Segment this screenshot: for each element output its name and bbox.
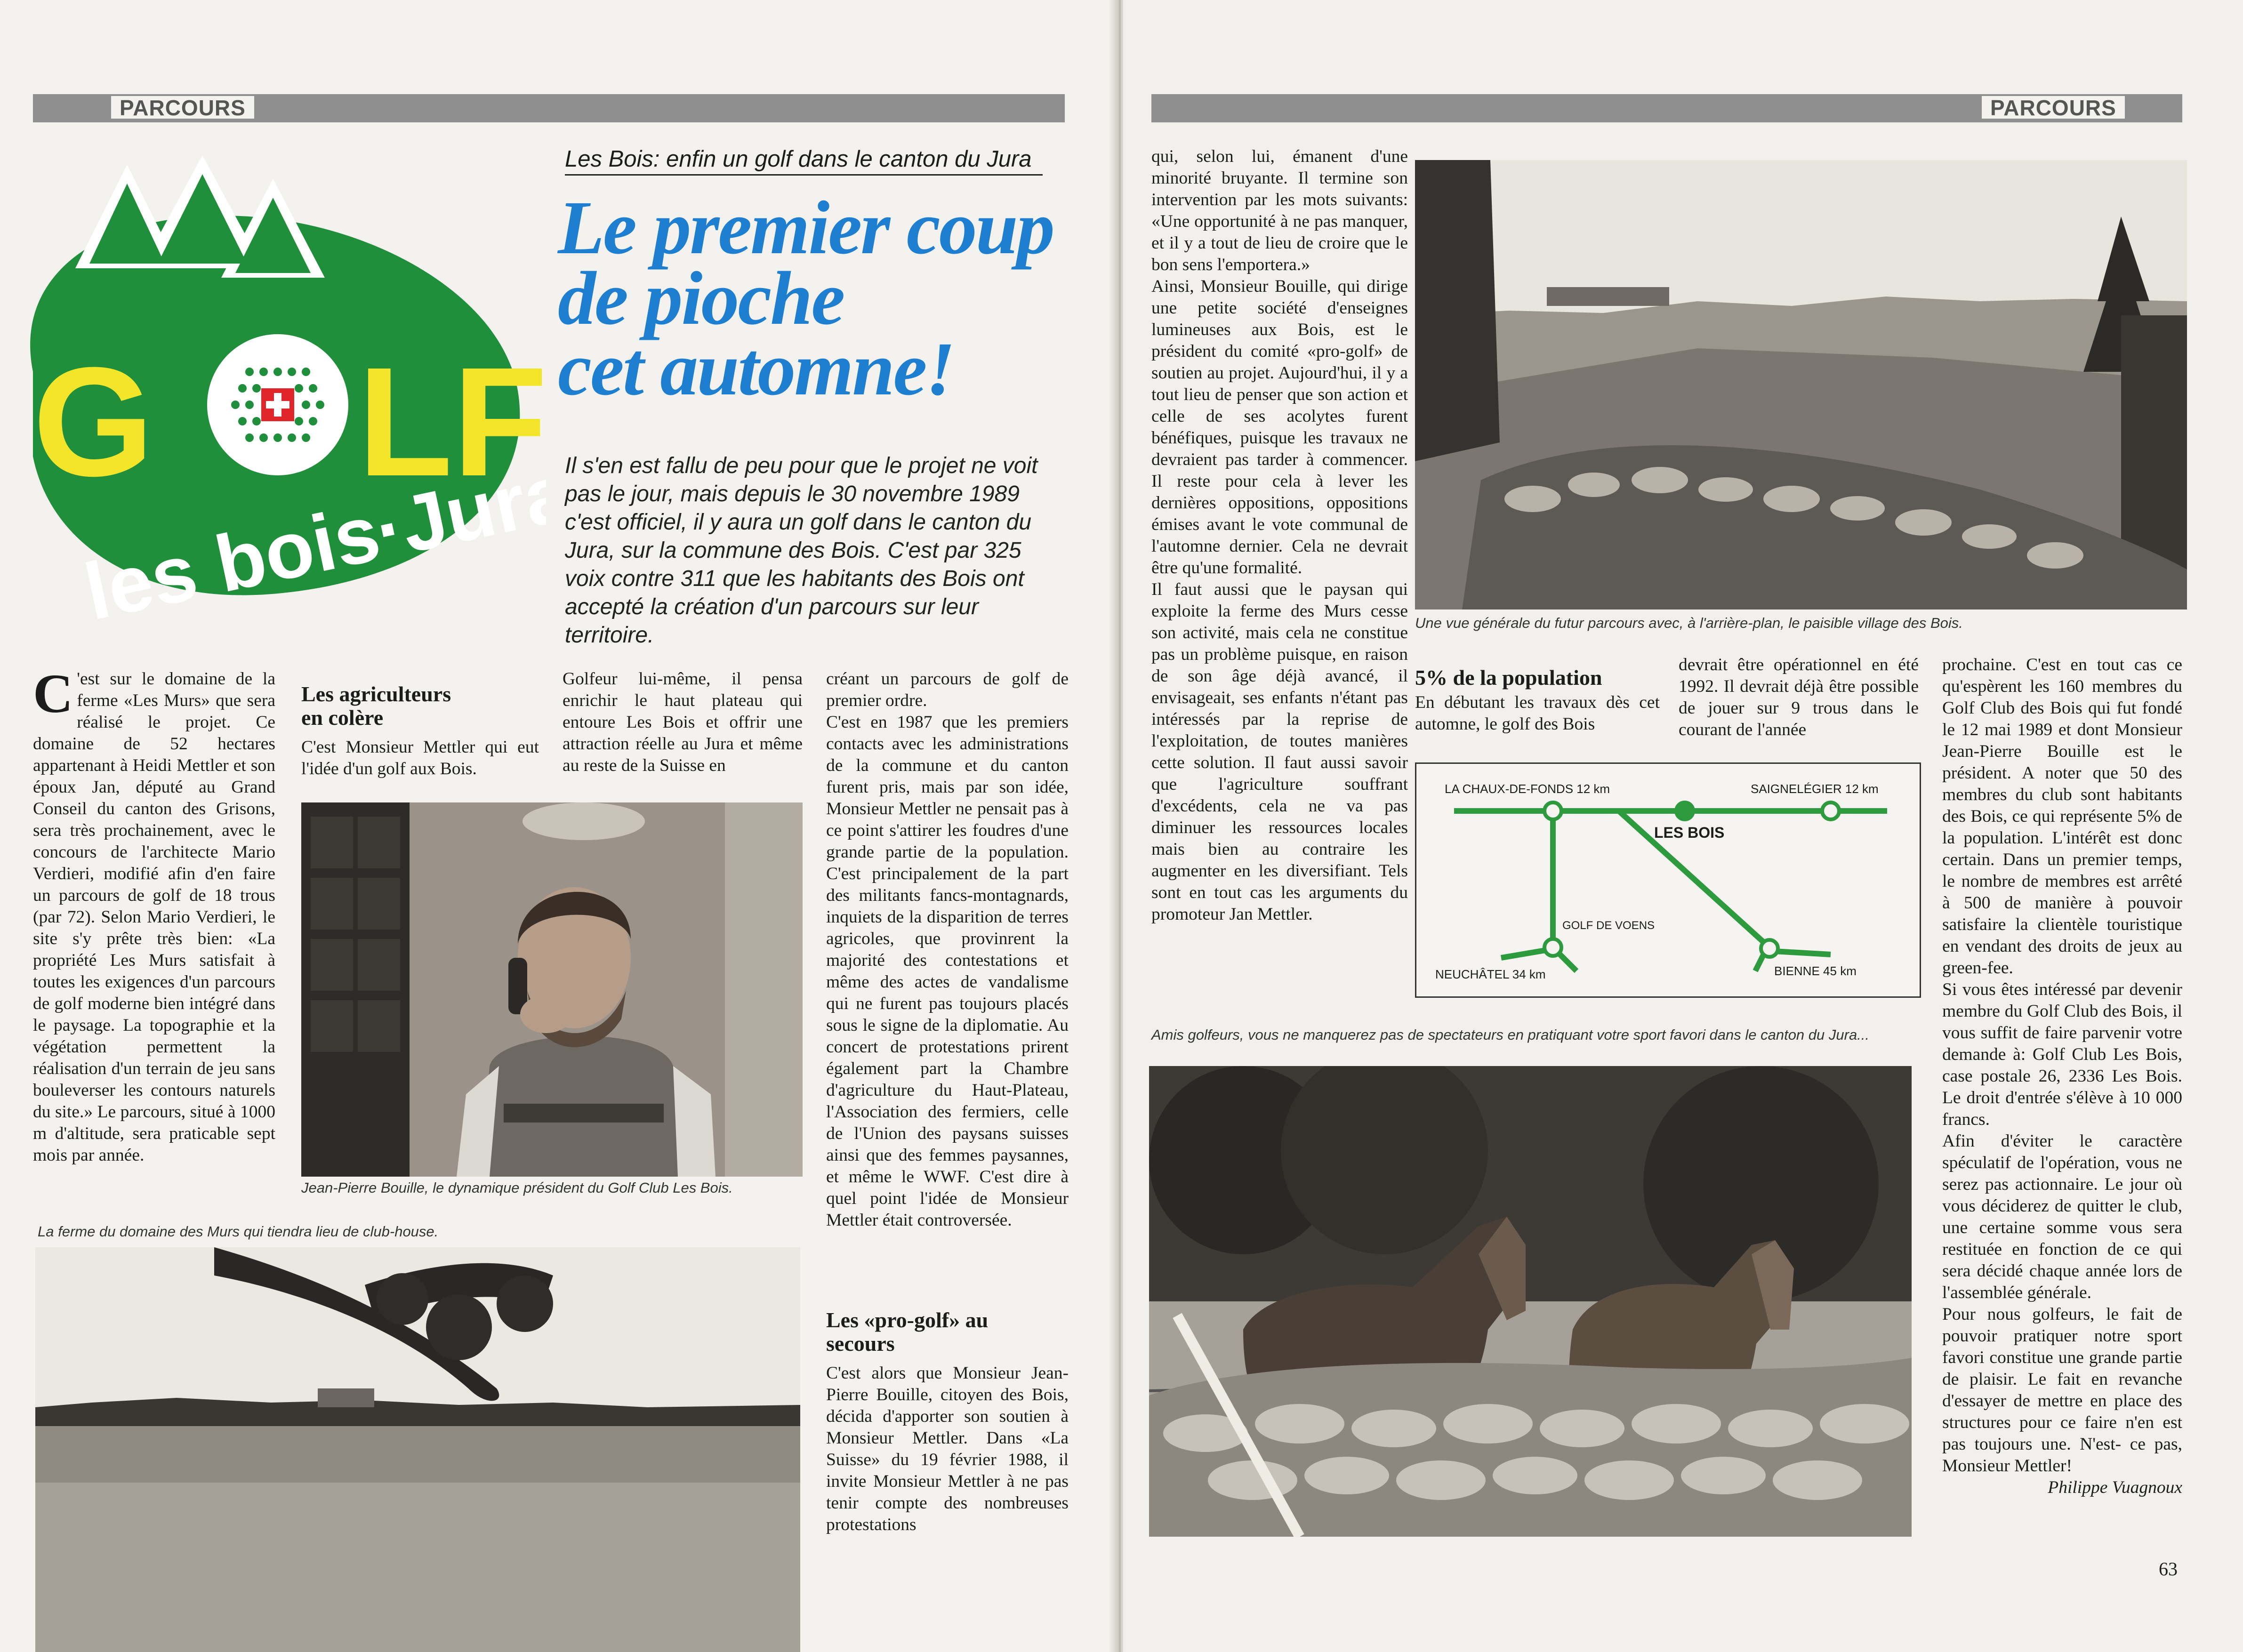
map-label-bienne: BIENNE 45 km: [1774, 964, 1857, 978]
map-label-saignelegier: SAIGNELÉGIER 12 km: [1751, 782, 1879, 796]
section-label-right: PARCOURS: [1980, 94, 2127, 120]
article-headline: [558, 186, 1090, 411]
map-label-les-bois: LES BOIS: [1654, 824, 1725, 841]
svg-text:les bois: les bois: [77, 488, 387, 626]
location-map: [1415, 762, 1921, 998]
column-3-text: Golfeur lui-même, il pensa enrichir le haut plateau qui entoure Les Bois et offrir une attraction réelle au Jura et même au reste de la Suisse en: [563, 669, 803, 775]
column-1-text: 'est sur le domaine de la ferme «Les Murs» que sera réalisé le projet. Ce domaine de 52 hectares appartenant à Heidi Mettler et son époux Jan, député au Grand Conseil du canton des Grisons, sera très prochainement, avec le concours de l'architecte Mario Verdieri, modifié afin d'en faire un parcours de golf de 18 trous (par 72). Selon Mario Verdieri, le site s'y prête très bien: «La propriété Les Murs satisfait à toutes les exigences d'un parcours de golf moderne bien intégré dans le paysage. La topographie et la végétation permettent la réalisation d'un terrain de jeu sans bouleverser les contours naturels du site.» Le parcours, situé à 1000 m d'altitude, sera praticable sept mois par année.: [33, 669, 275, 1165]
column-7-text: devrait être opérationnel en été 1992. Il devrait déjà être possible de jouer sur 9 trous dans le courant de l'année: [1679, 655, 1919, 739]
column-5-para-1: qui, selon lui, émanent d'une minorité bruyante. Il termine son intervention par les mots suivants: «Une opportunité à ne pas manquer, et il y a tout de lieu de croire que le bon sens l'emportera.»: [1151, 147, 1408, 274]
portrait-caption: Jean-Pierre Bouille, le dynamique président du Golf Club Les Bois.: [301, 1179, 733, 1196]
drop-cap: C: [33, 663, 73, 724]
headline-line-3: cet automne!: [558, 327, 954, 411]
column-4-para-2: C'est en 1987 que les premiers contacts avec les administrations de la commune et du canton furent pris, mais par son idée, Monsieur Mettler ne pensait pas à ce point s'attirer les foudres d'une grande partie de la population. C'est principalement de la part des militants fancs-montagnards, inquiets de la disparition de terres agricoles, que provinrent la majorité des contestations et même des actes de vandalisme qui ne furent pas toujours placés sous le signe de la diplomatie. Au concert de protestations prirent également part la Chambre d'agriculture du Haut-Plateau, l'Association des fermiers, celle de l'Union des paysans suisses ainsi que des femmes paysannes, et même le WWF. C'est dire à quel point l'idée de Monsieur Mettler était controversée.: [826, 713, 1069, 1230]
column-8-para-3: Afin d'éviter le caractère spéculatif de l'opération, vous ne serez pas actionnaire. Le jour où vous déciderez de quitter le club, une certaine somme vous sera restituée en fonction de ce qui sera décidé chaque année lors de l'assemblée générale.: [1942, 1131, 2182, 1302]
page-number: 63: [2159, 1558, 2178, 1580]
portrait-photo: [301, 802, 803, 1177]
article-author: Philippe Vuagnoux: [2048, 1478, 2182, 1497]
column-5: [1151, 146, 1408, 925]
column-2-text: C'est Monsieur Mettler qui eut l'idée d'un golf aux Bois.: [301, 738, 539, 778]
map-label-neuchatel: NEUCHÂTEL 34 km: [1435, 967, 1546, 981]
map-label-voens: GOLF DE VOENS: [1562, 919, 1655, 932]
horses-caption: Amis golfeurs, vous ne manquerez pas de spectateurs en pratiquant votre sport favori dans le canton du Jura...: [1151, 1026, 1870, 1043]
farm-caption: La ferme du domaine des Murs qui tiendra lieu de club-house.: [38, 1223, 439, 1240]
right-page: [1123, 0, 2243, 1652]
column-1: [33, 663, 275, 1166]
column-8-para-2: Si vous êtes intéressé par devenir membre du Golf Club des Bois, il vous suffit de faire parvenir votre demande à: Golf Club Les Bois, case postale 26, 2336 Les Bois. Le droit d'entrée s'élève à 10 000 francs.: [1942, 980, 2182, 1129]
farm-photo: [35, 1247, 800, 1652]
column-8: [1942, 654, 2182, 1499]
headline-line-2: de pioche: [558, 257, 844, 341]
column-4-para-1: créant un parcours de golf de premier ordre.: [826, 669, 1069, 710]
article-kicker: Les Bois: enfin un golf dans le canton du Jura: [565, 146, 1043, 176]
landscape-caption: Une vue générale du futur parcours avec, à l'arrière-plan, le paisible village des Bois.: [1415, 615, 1963, 631]
column-5-para-3: Il faut aussi que le paysan qui exploite la ferme des Murs cesse son activité, mais cela ne constitue pas un problème puisque, en raison de son âge déjà avancé, il envisageait, ses enfants n'étant pas intéressés par la reprise de l'exploitation, de toutes manières cette solution. Il faut aussi savoir que l'agriculture souffrant d'excédents, cela ne va pas diminuer les ressources locales mais bien au contraire les augmenter en les diversifiant. Tels sont en tout cas les arguments du promoteur Jan Mettler.: [1151, 580, 1408, 924]
column-4: [826, 668, 1069, 1231]
column-6-text: En débutant les travaux dès cet automne, le golf des Bois: [1415, 693, 1660, 734]
column-8-para-1: prochaine. C'est en tout cas ce qu'espèrent les 160 membres du Golf Club des Bois qui fut fondé le 12 mai 1989 et dont Monsieur Jean-Pierre Bouille est le président. A noter que 50 des membres du club sont habitants des Bois, ce qui représente 5% de la population. L'intérêt est donc certain. Dans un premier temps, le nombre de membres est arrêté à 500 de manière à pouvoir satisfaire la clientèle touristique en vendant des droits de jeux au green-fee.: [1942, 655, 2182, 978]
column-5-para-2: Ainsi, Monsieur Bouille, qui dirige une petite société d'enseignes lumineuses aux Bois, est le président du comité «pro-golf» de soutien au projet. Aujourd'hui, il y a tout lieu de penser que son action et celle de ses acolytes furent bénéfiques, puisque les travaux ne devraient pas tarder à commencer. Il reste pour cela à lever les dernières oppositions, oppositions émises avant le vote communal de l'automne dernier. Cela ne devrait être qu'une formalité.: [1151, 277, 1408, 577]
svg-text:LF: LF: [358, 335, 546, 508]
left-page: [0, 0, 1116, 1652]
subhead-agriculteurs: Les agriculteurs en colère: [301, 682, 451, 730]
subhead-pro-golf: Les «pro-golf» au secours: [826, 1308, 989, 1355]
landscape-photo: [1415, 160, 2187, 609]
golf-les-bois-logo: [0, 127, 546, 626]
column-8-para-4: Pour nous golfeurs, le fait de pouvoir pratiquer notre sport favori constitue une grande partie de plaisir. Le fait en revanche d'essayer de mettre en place des structures pour ce faire n'en est pas toujours une. N'est- ce pas, Monsieur Mettler! Philippe Vuagnoux: [1942, 1304, 2182, 1477]
svg-text:G: G: [33, 335, 154, 508]
article-lead: Il s'en est fallu de peu pour que le projet ne voit pas le jour, mais depuis le 30 novembre 1989 c'est officiel, il y aura un golf dans le canton du Jura, sur la commune des Bois. C'est par 325 voix contre 311 que les habitants des Bois ont accepté la création d'un parcours sur leur territoire.: [565, 453, 1038, 648]
headline-line-1: Le premier coup: [558, 186, 1053, 270]
section-header-bar-right: [1151, 94, 2182, 122]
column-4-para-3: C'est alors que Monsieur Jean-Pierre Bouille, citoyen des Bois, décida d'apporter son soutien à Monsieur Mettler. Dans «La Suisse» du 19 février 1988, il invite Monsieur Mettler à ne pas tenir compte des nombreuses protestations: [826, 1363, 1069, 1534]
svg-text:·Jura: ·Jura: [367, 447, 546, 576]
map-label-chaux: LA CHAUX-DE-FONDS 12 km: [1445, 782, 1610, 796]
subhead-population: 5% de la population: [1415, 666, 1602, 690]
section-label: PARCOURS: [109, 94, 256, 120]
section-header-bar: [33, 94, 1065, 122]
horses-photo: [1149, 1066, 1912, 1537]
